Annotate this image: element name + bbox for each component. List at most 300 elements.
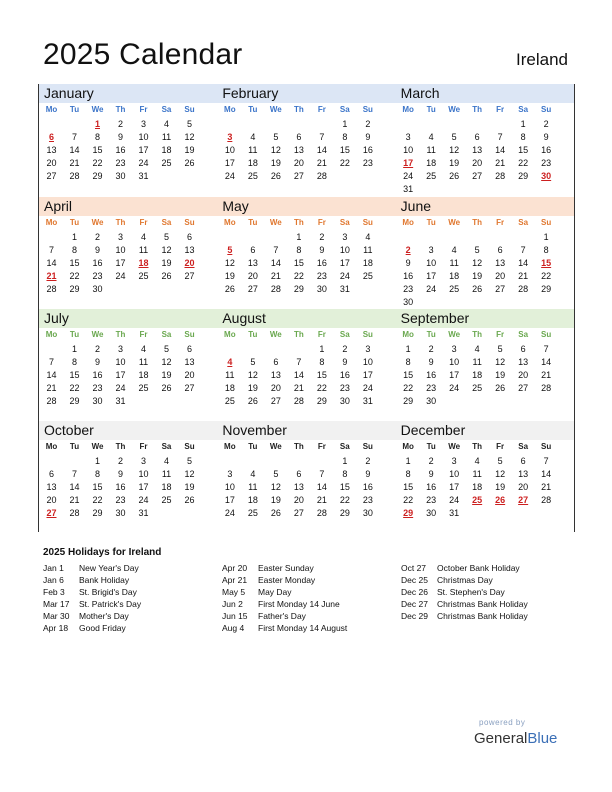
day-cell (420, 118, 443, 131)
day-cell: 13 (247, 258, 258, 268)
month-name: February (217, 84, 395, 103)
day-cell: 20 (518, 370, 529, 380)
weekday-label: Fr (496, 105, 505, 114)
holiday-entry (43, 622, 141, 634)
day-cell: 19 (472, 271, 483, 281)
month-name: November (217, 421, 395, 440)
day-cell: 8 (543, 245, 549, 255)
month-block (217, 84, 395, 196)
weekday-label: Fr (317, 218, 326, 227)
week-row (217, 118, 395, 131)
day-cell: 7 (71, 132, 77, 142)
day-cell (535, 507, 558, 520)
weekday-label: Th (115, 442, 126, 451)
day-cell: 9 (365, 469, 371, 479)
week-row (396, 183, 574, 196)
week-row (39, 231, 217, 244)
day-cell: 11 (138, 357, 149, 367)
day-cell: 3 (140, 119, 146, 129)
weekday-label: Sa (161, 442, 172, 451)
day-cell: 10 (115, 357, 126, 367)
week-row (396, 395, 574, 408)
day-cell: 4 (140, 232, 146, 242)
day-cell (489, 183, 512, 196)
day-cell: 2 (428, 456, 434, 466)
day-cell: 21 (270, 271, 281, 281)
day-cell: 24 (426, 284, 437, 294)
day-cell: 4 (428, 132, 434, 142)
day-cell: 23 (115, 495, 126, 505)
day-cell: 8 (405, 469, 411, 479)
week-row (217, 283, 395, 296)
day-cell: 15 (92, 145, 103, 155)
day-cell: 1 (405, 456, 411, 466)
day-cell: 30 (426, 396, 437, 406)
day-cell: 3 (342, 232, 348, 242)
day-cell: 30 (92, 284, 103, 294)
day-cell: 27 (293, 171, 304, 181)
holiday-name: Mother's Day (79, 611, 129, 621)
day-cell: 22 (293, 271, 304, 281)
month-block (217, 309, 395, 420)
weekday-label: Mo (224, 330, 236, 339)
day-cell: 11 (248, 482, 258, 492)
holiday-date: Apr 20 (222, 563, 248, 573)
day-cell: 23 (426, 383, 437, 393)
day-cell: 2 (117, 456, 123, 466)
weekday-label: Fr (496, 218, 505, 227)
day-cell (420, 296, 443, 309)
day-cell: 15 (541, 258, 552, 268)
weekday-label: Tu (426, 442, 436, 451)
day-cell: 11 (472, 357, 482, 367)
day-cell: 4 (250, 469, 256, 479)
week-row (217, 507, 395, 520)
day-cell: 20 (270, 383, 281, 393)
weekday-header (39, 440, 217, 455)
weekday-label: Sa (518, 105, 529, 114)
day-cell: 3 (117, 232, 123, 242)
weekday-label: Su (541, 218, 552, 227)
day-cell: 7 (48, 245, 54, 255)
day-cell: 22 (541, 271, 552, 281)
holiday-date: Dec 25 (401, 575, 428, 585)
week-row (39, 481, 217, 494)
day-cell: 12 (184, 132, 195, 142)
day-cell: 13 (495, 258, 506, 268)
day-cell: 17 (449, 482, 460, 492)
week-row (39, 343, 217, 356)
day-cell: 2 (117, 119, 123, 129)
day-cell (466, 183, 489, 196)
day-cell: 4 (163, 456, 169, 466)
week-row (217, 455, 395, 468)
week-row (217, 157, 395, 170)
day-cell: 28 (518, 284, 529, 294)
day-cell (466, 231, 489, 244)
day-cell: 20 (293, 158, 304, 168)
day-cell: 30 (339, 396, 350, 406)
day-cell: 23 (362, 158, 373, 168)
day-cell: 10 (138, 469, 149, 479)
day-cell: 5 (497, 344, 503, 354)
day-cell (512, 296, 535, 309)
day-cell: 19 (184, 482, 195, 492)
day-cell: 25 (138, 383, 149, 393)
weekday-label: Th (115, 105, 126, 114)
day-cell: 17 (224, 495, 235, 505)
day-cell: 13 (472, 145, 483, 155)
weekday-label: Mo (402, 218, 414, 227)
day-cell: 9 (319, 245, 325, 255)
day-cell: 26 (270, 508, 281, 518)
weekday-label: We (91, 442, 104, 451)
day-cell: 24 (224, 508, 235, 518)
day-cell: 20 (293, 495, 304, 505)
day-cell (512, 231, 535, 244)
day-cell: 27 (270, 396, 281, 406)
page-title: 2025 Calendar (43, 38, 243, 71)
day-cell: 4 (451, 245, 457, 255)
day-cell (218, 343, 241, 356)
holiday-entry (43, 586, 141, 598)
day-cell (420, 183, 443, 196)
day-cell: 22 (92, 158, 103, 168)
day-cell (241, 231, 264, 244)
week-row (396, 144, 574, 157)
day-cell: 28 (495, 171, 506, 181)
day-cell: 14 (46, 370, 57, 380)
week-row (396, 468, 574, 481)
day-cell: 28 (316, 171, 327, 181)
day-cell: 7 (48, 357, 54, 367)
weekday-header (217, 440, 395, 455)
holiday-name: October Bank Holiday (437, 563, 520, 573)
day-cell: 21 (316, 158, 327, 168)
day-cell: 29 (92, 171, 103, 181)
day-cell: 26 (495, 495, 506, 505)
day-cell: 15 (69, 370, 80, 380)
day-cell: 29 (293, 284, 304, 294)
day-cell: 6 (497, 245, 503, 255)
day-cell: 30 (426, 508, 437, 518)
week-row (396, 283, 574, 296)
day-cell (356, 170, 379, 183)
weekday-header (396, 103, 574, 118)
day-cell: 18 (449, 271, 460, 281)
holiday-date: Jan 1 (43, 563, 64, 573)
day-cell (40, 455, 63, 468)
holidays-title: 2025 Holidays for Ireland (43, 547, 162, 558)
day-cell (489, 296, 512, 309)
week-row (39, 244, 217, 257)
day-cell (535, 296, 558, 309)
day-cell: 31 (138, 171, 149, 181)
week-row (217, 369, 395, 382)
calendar-grid (38, 84, 575, 532)
day-cell: 15 (316, 370, 327, 380)
week-row (39, 468, 217, 481)
day-cell: 10 (138, 132, 149, 142)
day-cell: 29 (69, 284, 80, 294)
day-cell: 31 (339, 284, 350, 294)
weekday-label: Su (541, 442, 552, 451)
week-row (217, 270, 395, 283)
day-cell: 26 (472, 284, 483, 294)
day-cell (264, 343, 287, 356)
week-row (396, 507, 574, 520)
day-cell: 24 (138, 158, 149, 168)
day-cell: 26 (224, 284, 235, 294)
day-cell: 25 (472, 495, 483, 505)
weekday-label: Mo (45, 218, 58, 227)
day-cell: 16 (403, 271, 414, 281)
day-cell: 6 (520, 344, 526, 354)
holiday-name: First Monday 14 June (258, 599, 340, 609)
weekday-label: We (269, 330, 282, 339)
weekday-label: Fr (139, 218, 148, 227)
weekday-label: Mo (224, 105, 236, 114)
week-row (39, 356, 217, 369)
day-cell: 16 (362, 482, 373, 492)
day-cell: 9 (342, 357, 348, 367)
holiday-name: St. Brigid's Day (79, 587, 137, 597)
day-cell (512, 395, 535, 408)
day-cell: 4 (365, 232, 371, 242)
day-cell (63, 455, 86, 468)
weekday-label: Tu (248, 330, 258, 339)
day-cell (489, 118, 512, 131)
weekday-label: We (448, 218, 461, 227)
week-row (396, 455, 574, 468)
quarter-row (39, 308, 574, 420)
day-cell: 8 (71, 357, 77, 367)
weekday-label: Th (472, 442, 483, 451)
day-cell: 3 (227, 132, 233, 142)
day-cell (241, 343, 264, 356)
day-cell: 1 (342, 119, 348, 129)
holiday-date: Dec 26 (401, 587, 428, 597)
day-cell: 19 (495, 370, 506, 380)
holiday-entry (222, 574, 347, 586)
weekday-label: Tu (248, 218, 258, 227)
day-cell: 9 (117, 469, 123, 479)
week-row (396, 244, 574, 257)
day-cell: 7 (543, 456, 549, 466)
weekday-label: Sa (161, 330, 172, 339)
holiday-date: Aug 4 (222, 623, 245, 633)
day-cell: 19 (270, 158, 281, 168)
day-cell: 8 (342, 132, 348, 142)
day-cell (178, 395, 201, 408)
day-cell (466, 395, 489, 408)
month-block (39, 197, 217, 308)
day-cell: 3 (227, 469, 233, 479)
day-cell (512, 183, 535, 196)
week-row (217, 382, 395, 395)
day-cell (40, 231, 63, 244)
month-block (396, 197, 574, 308)
weekday-label: Sa (339, 330, 350, 339)
day-cell: 30 (316, 284, 327, 294)
day-cell (310, 455, 333, 468)
weekday-header (396, 328, 574, 343)
day-cell: 20 (46, 158, 57, 168)
holiday-entry (43, 610, 141, 622)
weekday-label: We (269, 442, 282, 451)
day-cell: 13 (518, 357, 529, 367)
month-name: March (396, 84, 574, 103)
day-cell: 20 (46, 495, 57, 505)
week-row (217, 481, 395, 494)
day-cell: 3 (451, 344, 457, 354)
weekday-label: Mo (402, 330, 414, 339)
weekday-label: Th (293, 218, 304, 227)
weekday-label: Su (362, 218, 373, 227)
day-cell: 11 (161, 132, 172, 142)
month-name: September (396, 309, 574, 328)
day-cell: 3 (451, 456, 457, 466)
weekday-label: We (91, 330, 104, 339)
day-cell: 1 (94, 119, 100, 129)
day-cell: 9 (428, 357, 434, 367)
day-cell: 10 (426, 258, 437, 268)
day-cell: 22 (339, 158, 350, 168)
day-cell: 16 (426, 370, 437, 380)
day-cell: 17 (138, 145, 149, 155)
holidays-column-2 (222, 562, 347, 634)
quarter-row (39, 420, 574, 532)
day-cell: 8 (520, 132, 526, 142)
holiday-name: May Day (258, 587, 292, 597)
day-cell: 21 (69, 158, 80, 168)
day-cell: 2 (342, 344, 348, 354)
day-cell: 27 (46, 508, 57, 518)
holiday-name: St. Patrick's Day (79, 599, 142, 609)
holiday-name: Christmas Bank Holiday (437, 599, 528, 609)
day-cell (333, 170, 356, 183)
day-cell: 23 (92, 271, 103, 281)
day-cell: 25 (161, 495, 172, 505)
day-cell: 6 (273, 357, 279, 367)
day-cell: 12 (161, 357, 172, 367)
day-cell: 4 (227, 357, 233, 367)
day-cell: 8 (94, 469, 100, 479)
week-row (217, 131, 395, 144)
weekday-label: Th (472, 330, 483, 339)
day-cell: 11 (426, 145, 436, 155)
day-cell (466, 296, 489, 309)
holiday-date: Apr 18 (43, 623, 69, 633)
day-cell: 14 (495, 145, 506, 155)
weekday-label: Fr (496, 330, 505, 339)
day-cell: 20 (495, 271, 506, 281)
day-cell: 24 (115, 271, 126, 281)
day-cell: 27 (46, 171, 57, 181)
day-cell (264, 231, 287, 244)
day-cell (512, 507, 535, 520)
week-row (217, 257, 395, 270)
weekday-label: Su (184, 105, 195, 114)
day-cell: 1 (342, 456, 348, 466)
day-cell: 22 (316, 383, 327, 393)
week-row (39, 395, 217, 408)
day-cell: 6 (186, 232, 192, 242)
weekday-label: Fr (317, 442, 326, 451)
holiday-name: St. Stephen's Day (437, 587, 505, 597)
day-cell: 30 (115, 508, 126, 518)
day-cell: 12 (184, 469, 195, 479)
day-cell: 2 (405, 245, 411, 255)
day-cell: 23 (115, 158, 126, 168)
day-cell: 28 (541, 495, 552, 505)
day-cell: 19 (184, 145, 195, 155)
month-name: January (39, 84, 217, 103)
weekday-label: Su (184, 330, 195, 339)
weekday-label: Su (541, 330, 552, 339)
day-cell: 9 (117, 132, 123, 142)
day-cell: 26 (449, 171, 460, 181)
day-cell: 19 (161, 370, 172, 380)
day-cell: 28 (316, 508, 327, 518)
holiday-date: Jun 15 (222, 611, 248, 621)
week-row (217, 494, 395, 507)
day-cell (178, 507, 201, 520)
day-cell (287, 343, 310, 356)
month-block (396, 84, 574, 196)
day-cell: 22 (403, 383, 414, 393)
day-cell: 19 (495, 482, 506, 492)
day-cell: 13 (518, 469, 529, 479)
day-cell: 14 (270, 258, 281, 268)
day-cell: 10 (224, 145, 235, 155)
day-cell (443, 296, 466, 309)
day-cell (287, 455, 310, 468)
day-cell: 16 (115, 145, 126, 155)
day-cell: 19 (161, 258, 172, 268)
day-cell: 27 (472, 171, 483, 181)
day-cell (155, 170, 178, 183)
day-cell: 10 (362, 357, 373, 367)
day-cell: 21 (541, 482, 552, 492)
day-cell (40, 343, 63, 356)
weekday-label: Fr (317, 105, 326, 114)
day-cell: 5 (163, 232, 169, 242)
weekday-label: Th (115, 218, 126, 227)
day-cell: 16 (541, 145, 552, 155)
brand-logo[interactable] (474, 730, 557, 747)
day-cell: 23 (339, 383, 350, 393)
week-row (396, 382, 574, 395)
day-cell: 5 (186, 456, 192, 466)
weekday-label: Th (293, 105, 304, 114)
day-cell: 25 (426, 171, 437, 181)
day-cell: 4 (474, 344, 480, 354)
day-cell: 3 (428, 245, 434, 255)
day-cell: 12 (495, 469, 506, 479)
day-cell: 11 (472, 469, 482, 479)
week-row (39, 118, 217, 131)
weekday-header (39, 103, 217, 118)
day-cell (132, 283, 155, 296)
weekday-label: Sa (518, 442, 529, 451)
week-row (217, 356, 395, 369)
day-cell: 28 (69, 508, 80, 518)
weekday-label: Th (472, 105, 483, 114)
day-cell (310, 118, 333, 131)
day-cell: 12 (270, 482, 281, 492)
day-cell: 23 (403, 284, 414, 294)
